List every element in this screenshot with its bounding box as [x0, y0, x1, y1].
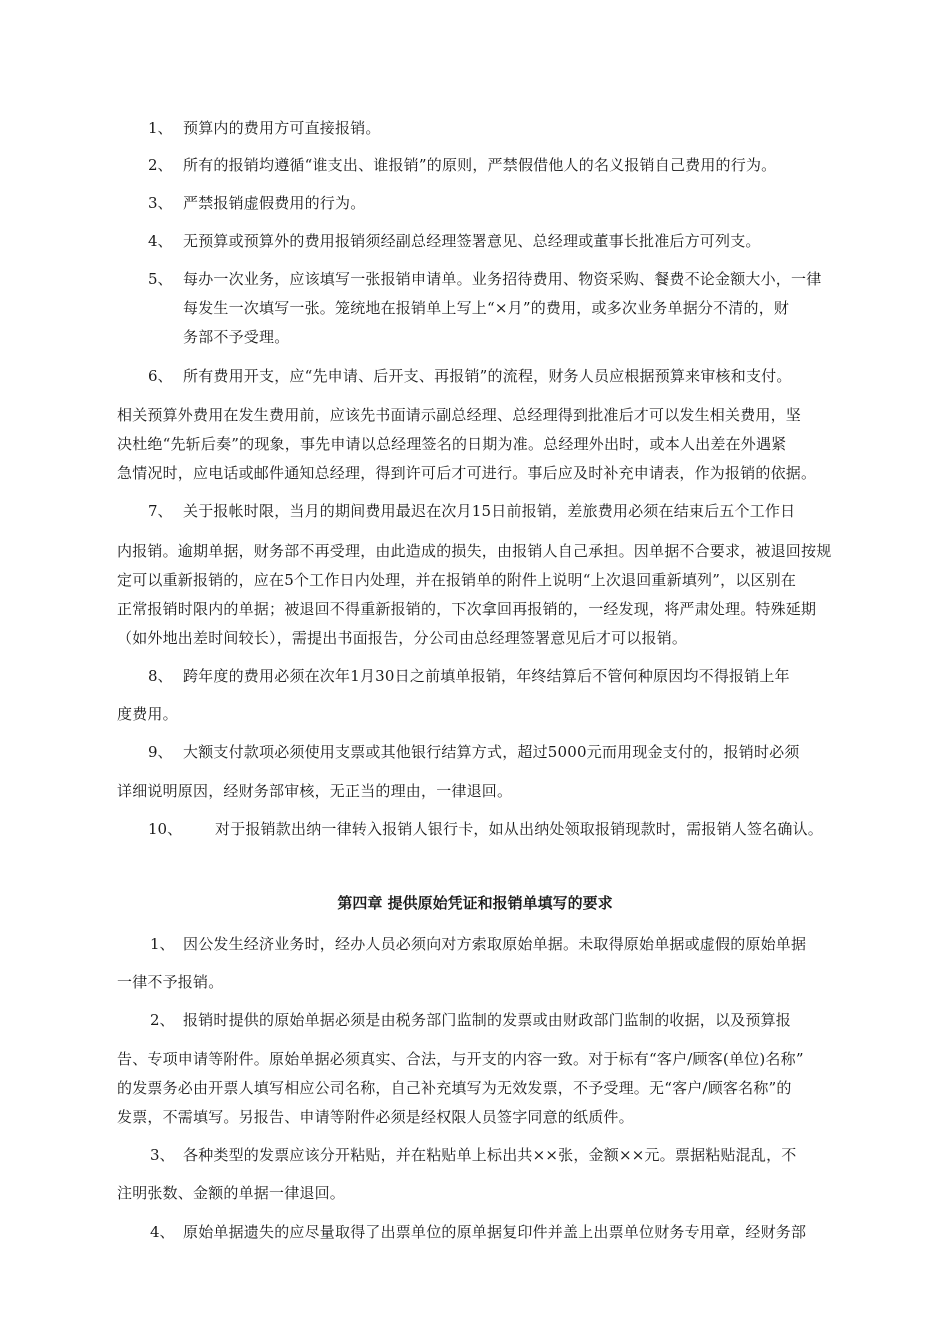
item-text: 大额支付款项必须使用支票或其他银行结算方式，超过5000元而用现金支付的，报销时必须	[183, 743, 800, 761]
item-text: 原始单据遗失的应尽量取得了出票单位的原单据复印件并盖上出票单位财务专用章，经财务部	[183, 1223, 807, 1241]
item-text: （如外地出差时间较长），需提出书面报告，分公司由总经理签署意见后才可以报销。	[117, 629, 688, 647]
item-number: 5、	[148, 270, 173, 288]
chapter-heading: 第四章 提供原始凭证和报销单填写的要求	[337, 894, 613, 912]
item-text: 每办一次业务，应该填写一张报销申请单。业务招待费用、物资采购、餐费不论金额大小，一律	[183, 270, 822, 288]
item-number: 8、	[148, 667, 173, 685]
item-text: 的发票务必由开票人填写相应公司名称，自己补充填写为无效发票，不予受理。无“客户/顾客名称”的	[117, 1079, 792, 1097]
item-text: 每发生一次填写一张。笼统地在报销单上写上“×月”的费用，或多次业务单据分不清的，财	[183, 299, 790, 317]
item-text: 告、专项申请等附件。原始单据必须真实、合法，与开支的内容一致。对于标有“客户/顾客(单位)名称”	[117, 1050, 804, 1068]
item-number: 9、	[148, 743, 173, 761]
item-text: 严禁报销虚假费用的行为。	[183, 194, 366, 212]
item-text: 一律不予报销。	[117, 973, 224, 991]
item-text: 跨年度的费用必须在次年1月30日之前填单报销，年终结算后不管何种原因均不得报销上年	[183, 667, 790, 685]
item-text: 预算内的费用方可直接报销。	[183, 119, 381, 137]
item-text: 无预算或预算外的费用报销须经副总经理签署意见、总经理或董事长批准后方可列支。	[183, 232, 761, 250]
item-number: 4、	[150, 1223, 175, 1241]
item-text: 正常报销时限内的单据；被退回不得重新报销的，下次拿回再报销的，一经发现，将严肃处理。特殊延期	[117, 600, 817, 618]
item-text: 详细说明原因，经财务部审核，无正当的理由，一律退回。	[117, 782, 513, 800]
item-number: 2、	[150, 1011, 175, 1029]
item-text: 报销时提供的原始单据必须是由税务部门监制的发票或由财政部门监制的收据，以及预算报	[183, 1011, 792, 1029]
item-number: 7、	[148, 502, 173, 520]
item-text: 发票，不需填写。另报告、申请等附件必须是经权限人员签字同意的纸质件。	[117, 1108, 634, 1126]
item-text: 决杜绝“先斩后奏”的现象，事先申请以总经理签名的日期为准。总经理外出时，或本人出差在外遇紧	[117, 435, 787, 453]
item-number: 10、	[148, 820, 183, 838]
item-text: 各种类型的发票应该分开粘贴，并在粘贴单上标出共××张，金额××元。票据粘贴混乱，不	[183, 1146, 797, 1164]
item-number: 2、	[148, 156, 173, 174]
item-text: 对于报销款出纳一律转入报销人银行卡，如从出纳处领取报销现款时，需报销人签名确认。	[215, 820, 824, 838]
item-text: 所有的报销均遵循“谁支出、谁报销”的原则，严禁假借他人的名义报销自己费用的行为。	[183, 156, 777, 174]
item-text: 度费用。	[117, 705, 178, 723]
item-text: 务部不予受理。	[183, 328, 290, 346]
item-text: 相关预算外费用在发生费用前，应该先书面请示副总经理、总经理得到批准后才可以发生相关费用，坚	[117, 406, 802, 424]
item-number: 1、	[150, 935, 175, 953]
item-text: 定可以重新报销的，应在5个工作日内处理，并在报销单的附件上说明“上次退回重新填列”，以区别在	[117, 571, 797, 589]
item-text: 关于报帐时限，当月的期间费用最迟在次月15日前报销，差旅费用必须在结束后五个工作日	[183, 502, 796, 520]
item-number: 3、	[148, 194, 173, 212]
item-text: 内报销。逾期单据，财务部不再受理，由此造成的损失，由报销人自己承担。因单据不合要求，被退回按规	[117, 542, 832, 560]
item-number: 4、	[148, 232, 173, 250]
item-number: 6、	[148, 367, 173, 385]
item-text: 急情况时，应电话或邮件通知总经理，得到许可后才可进行。事后应及时补充申请表，作为报销的依据。	[117, 464, 817, 482]
item-text: 所有费用开支，应“先申请、后开支、再报销”的流程，财务人员应根据预算来审核和支付。	[183, 367, 792, 385]
item-number: 3、	[150, 1146, 175, 1164]
item-text: 注明张数、金额的单据一律退回。	[117, 1184, 346, 1202]
item-text: 因公发生经济业务时，经办人员必须向对方索取原始单据。未取得原始单据或虚假的原始单据	[183, 935, 807, 953]
item-number: 1、	[148, 119, 173, 137]
